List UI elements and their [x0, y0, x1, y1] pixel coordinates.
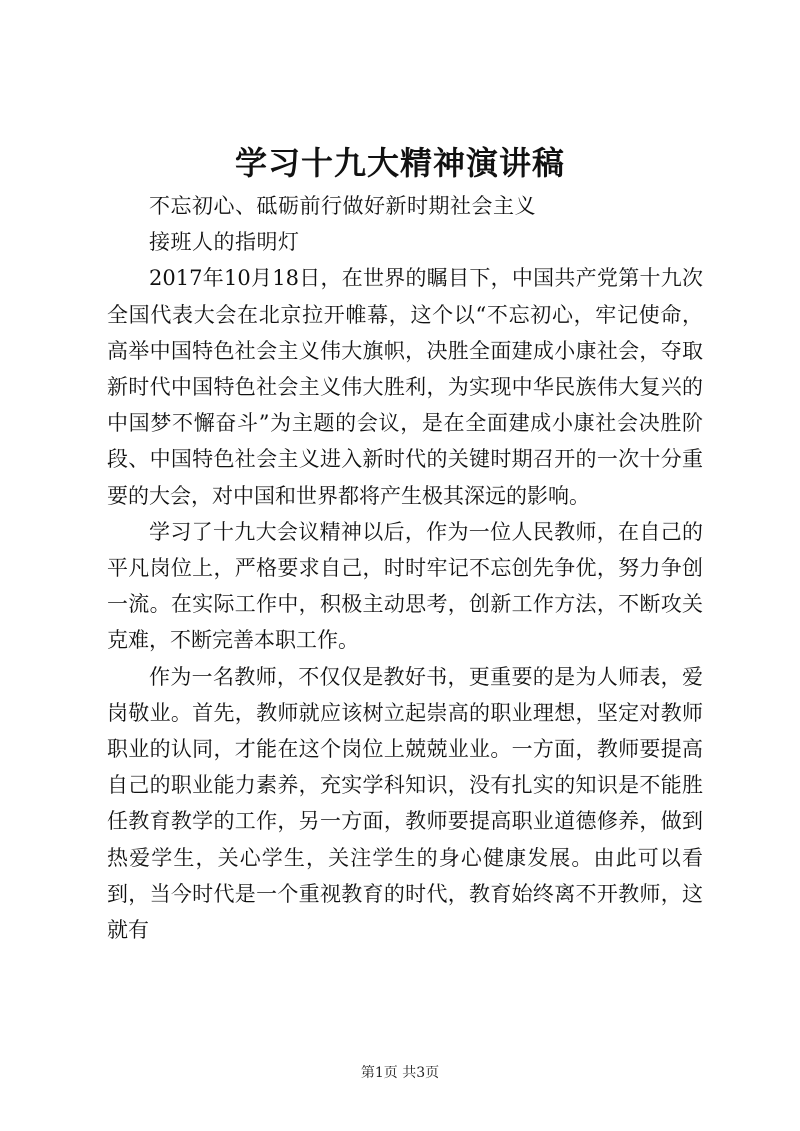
paragraph-congress-opening: 2017年10月18日，在世界的瞩目下，中国共产党第十九次全国代表大会在北京拉开帷幕，这个以“不忘初心，牢记使命，高举中国特色社会主义伟大旗帜，决胜全面建成小康社会，夺取新时代中国特色社会主义伟大胜利，为实现中华民族伟大复兴的中国梦不懈奋斗”为主题的会议，是在全面建成小康社会决胜阶段、中国特色社会主义进入新时代的关键时期召开的一次十分重要的大会，对中国和世界都将产生极其深远的影响。	[107, 266, 703, 508]
subtitle-line-2: 接班人的指明灯	[149, 230, 300, 255]
paragraph-teacher-role: 作为一名教师，不仅仅是教好书，更重要的是为人师表，爱岗敬业。首先，教师就应该树立起崇高的职业理想，坚定对教师职业的认同，才能在这个岗位上兢兢业业。一方面，教师要提高自己的职业能力素养，充实学科知识，没有扎实的知识是不能胜任教育教学的工作，另一方面，教师要提高职业道德修养，做到热爱学生，关心学生，关注学生的身心健康发展。由此可以看到，当今时代是一个重视教育的时代，教育始终离不开教师，这就有	[107, 664, 703, 943]
subtitle-line-1: 不忘初心、砥砺前行做好新时期社会主义	[149, 194, 536, 218]
paragraph-teacher-study: 学习了十九大会议精神以后，作为一位人民教师，在自己的平凡岗位上，严格要求自己，时时牢记不忘创先争优，努力争创一流。在实际工作中，积极主动思考，创新工作方法，不断攻关克难，不断完善本职工作。	[107, 519, 703, 653]
document-body	[107, 188, 703, 948]
page-footer: 第1页 共3页	[360, 1065, 440, 1081]
document-title: 学习十九大精神演讲稿	[234, 144, 565, 182]
